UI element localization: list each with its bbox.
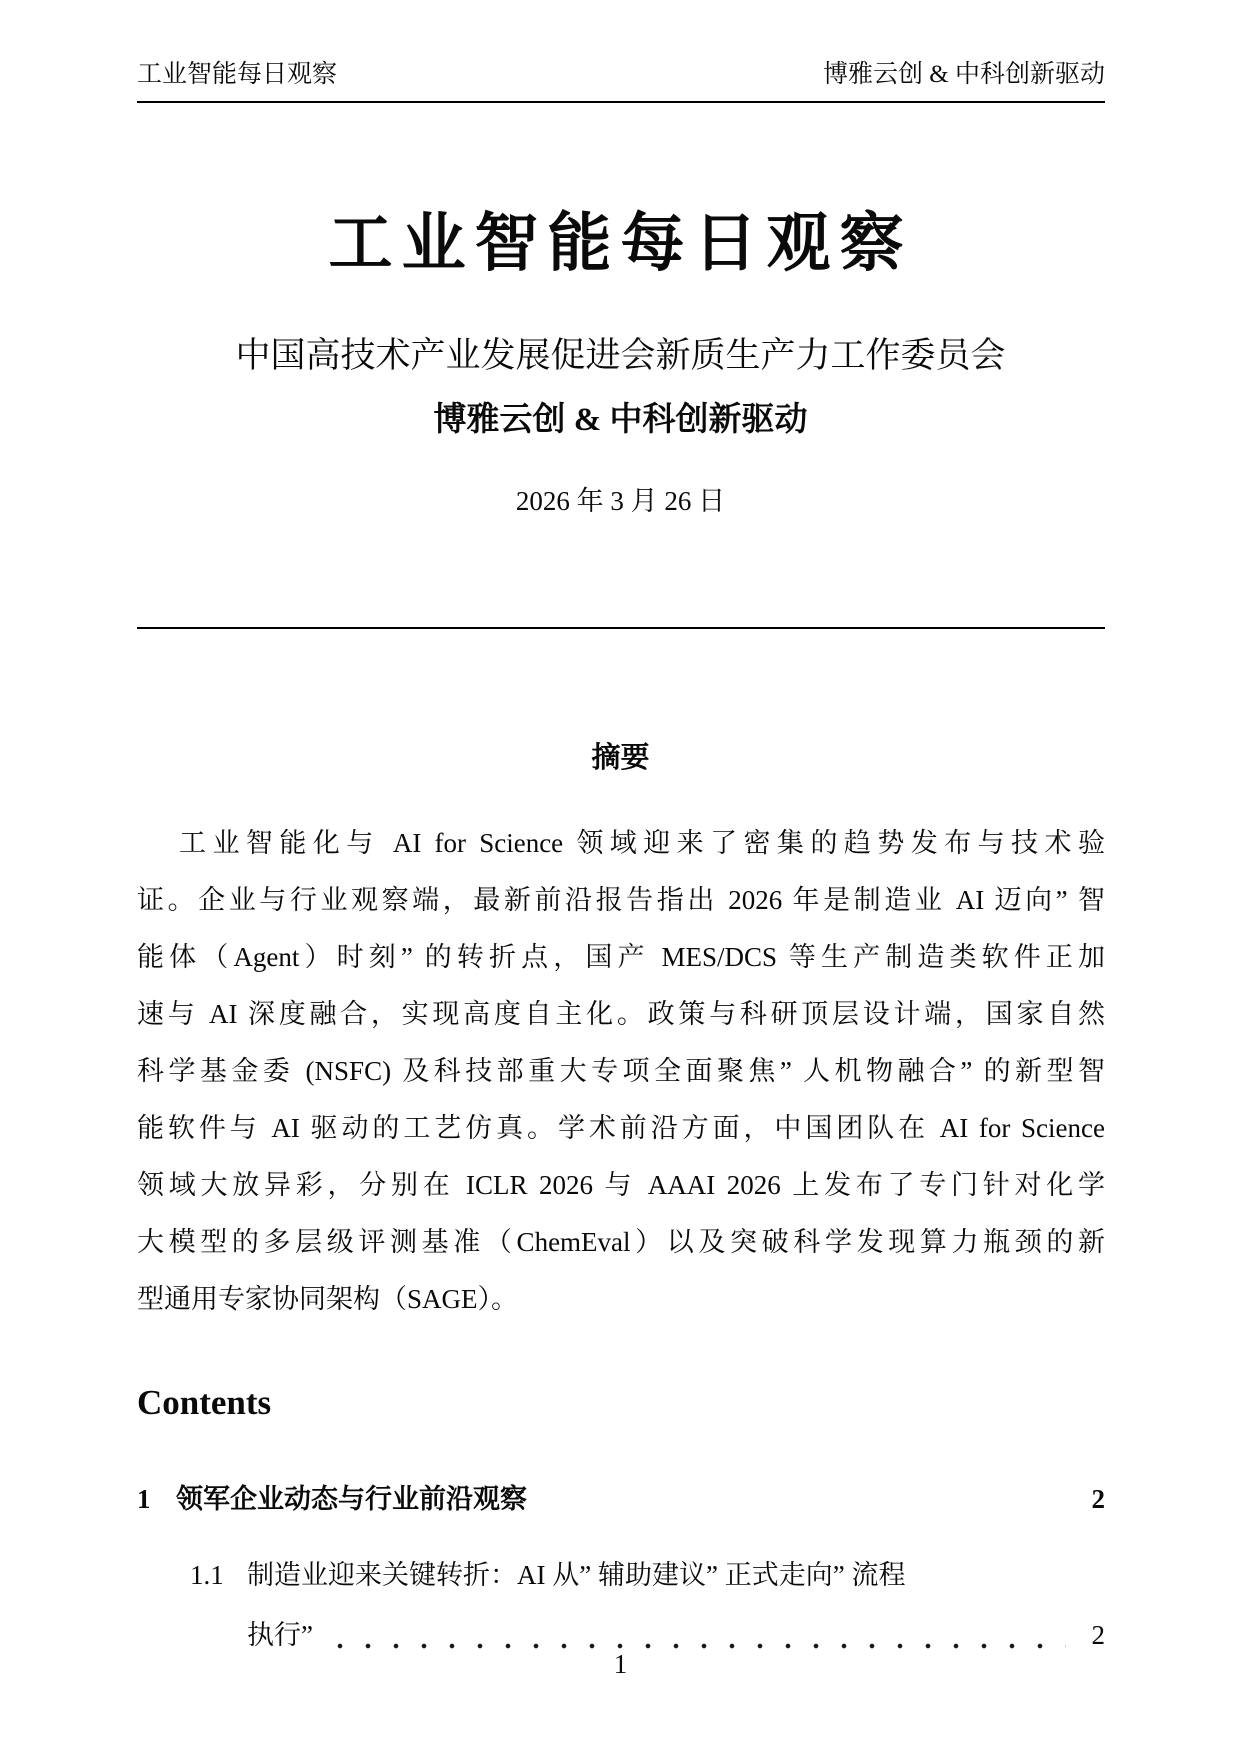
toc-section-label: 领军企业动态与行业前沿观察 xyxy=(176,1484,527,1514)
contents-heading: Contents xyxy=(137,1383,272,1422)
abstract-line: 工业智能化与 AI for Science 领域迎来了密集的趋势发布与技术验 xyxy=(179,828,1105,858)
abstract-line: 能体（Agent）时刻” 的转折点，国产 MES/DCS 等生产制造类软件正加 xyxy=(137,942,1105,972)
abstract-line: 速与 AI 深度融合，实现高度自主化。政策与科研顶层设计端，国家自然 xyxy=(137,999,1105,1029)
toc-subsection-number: 1.1 xyxy=(190,1560,224,1590)
running-header-right: 博雅云创 & 中科创新驱动 xyxy=(823,61,1105,88)
header-rule xyxy=(137,101,1105,103)
abstract-heading: 摘要 xyxy=(591,742,650,774)
running-header-left: 工业智能每日观察 xyxy=(137,61,338,88)
toc-section-number: 1 xyxy=(137,1484,151,1514)
toc-item-section-1[interactable] xyxy=(137,1482,1105,1516)
abstract-line: 大模型的多层级评测基准（ChemEval）以及突破科学发现算力瓶颈的新 xyxy=(137,1227,1105,1257)
running-header xyxy=(137,60,1105,90)
document-subtitle: 中国高技术产业发展促进会新质生产力工作委员会 xyxy=(235,336,1006,375)
abstract-line: 证。企业与行业观察端，最新前沿报告指出 2026 年是制造业 AI 迈向” 智 xyxy=(137,885,1105,915)
abstract-line: 科学基金委 (NSFC) 及科技部重大专项全面聚焦” 人机物融合” 的新型智 xyxy=(137,1056,1105,1086)
abstract-line: 能软件与 AI 驱动的工艺仿真。学术前沿方面，中国团队在 AI for Science xyxy=(137,1113,1105,1143)
toc-page-number: 2 xyxy=(1091,1620,1105,1650)
document-title: 工业智能每日观察 xyxy=(328,208,913,279)
author-line: 博雅云创 & 中科创新驱动 xyxy=(433,402,808,438)
table-of-contents xyxy=(137,1482,1105,1665)
date-line: 2026 年 3 月 26 日 xyxy=(515,486,726,516)
abstract-paragraph xyxy=(137,815,1105,1328)
page-number-footer: 1 xyxy=(613,1649,628,1679)
toc-page-number: 2 xyxy=(1091,1484,1105,1514)
toc-subsection-label-line2: 执行” xyxy=(247,1620,313,1650)
abstract-line: 型通用专家协同架构（SAGE）。 xyxy=(137,1284,519,1314)
divider-rule xyxy=(137,627,1105,629)
abstract-line: 领域大放异彩，分别在 ICLR 2026 与 AAAI 2026 上发布了专门针对化学 xyxy=(137,1170,1105,1200)
toc-subsection-label-line1: 制造业迎来关键转折：AI 从” 辅助建议” 正式走向” 流程 xyxy=(247,1560,906,1590)
